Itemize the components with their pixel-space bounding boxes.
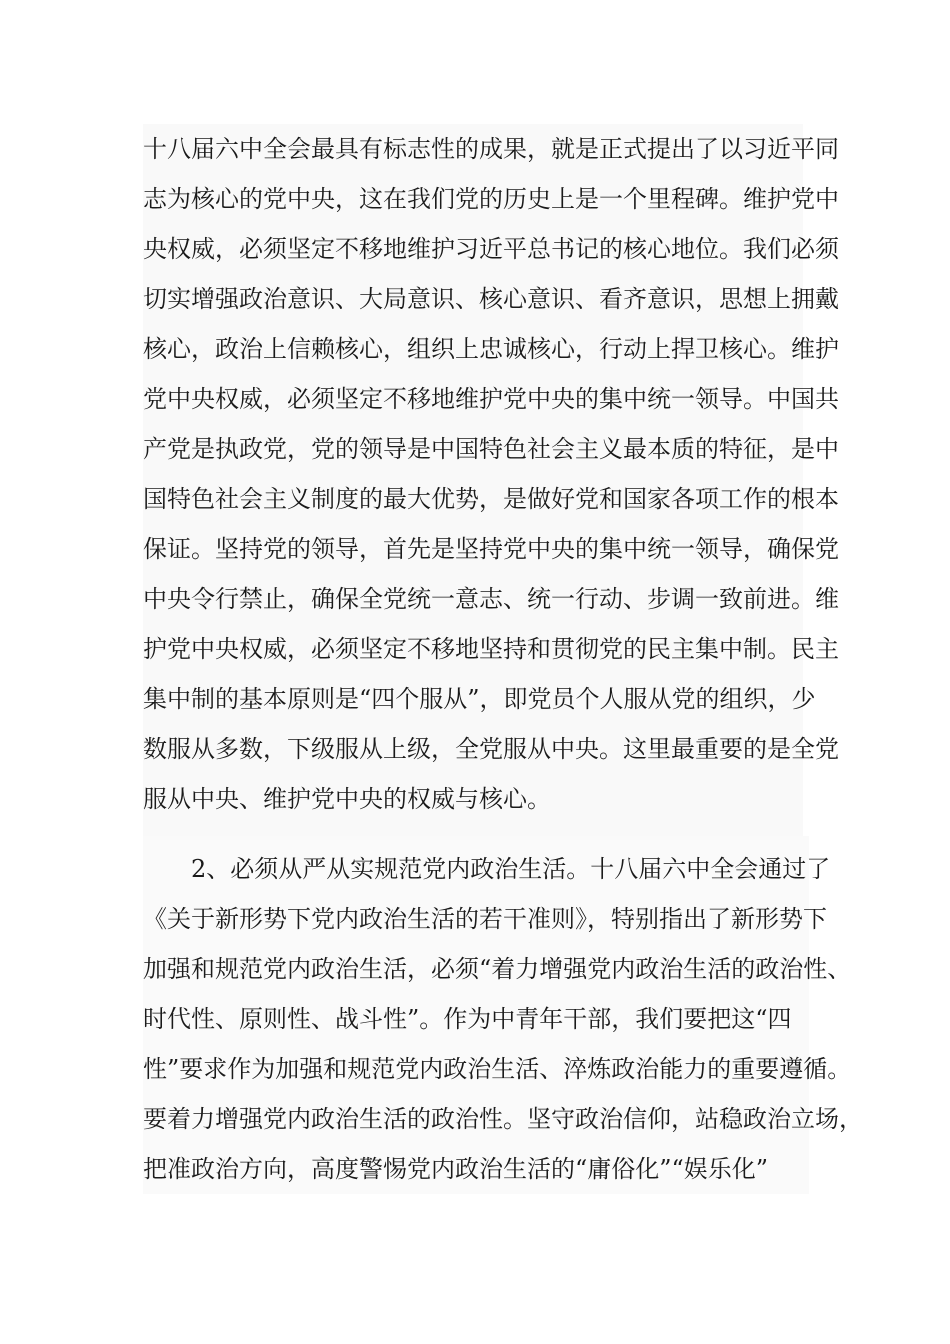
text-line: 国特色社会主义制度的最大优势，是做好党和国家各项工作的根本: [143, 485, 839, 513]
text-line: 核心，政治上信赖核心，组织上忠诚核心，行动上捍卫核心。维护: [143, 335, 839, 363]
text-line: 《关于新形势下党内政治生活的若干准则》，特别指出了新形势下: [143, 905, 827, 933]
text-line: 产党是执政党，党的领导是中国特色社会主义最本质的特征，是中: [143, 435, 839, 463]
text-line: 把准政治方向，高度警惕党内政治生活的“庸俗化”“娱乐化”: [143, 1155, 769, 1183]
text-line: 央权威，必须坚定不移地维护习近平总书记的核心地位。我们必须: [143, 235, 839, 263]
paragraph-2: [143, 836, 863, 1194]
text-line: 性”要求作为加强和规范党内政治生活、淬炼政治能力的重要遵循。: [143, 1055, 852, 1083]
paragraph-1: [143, 124, 839, 836]
text-line: 十八届六中全会最具有标志性的成果，就是正式提出了以习近平同: [143, 135, 839, 163]
text-line: 服从中央、维护党中央的权威与核心。: [143, 785, 551, 813]
text-line: 保证。坚持党的领导，首先是坚持党中央的集中统一领导，确保党: [143, 535, 839, 563]
text-line: 护党中央权威，必须坚定不移地坚持和贯彻党的民主集中制。民主: [143, 635, 839, 663]
text-line: 数服从多数，下级服从上级，全党服从中央。这里最重要的是全党: [143, 735, 839, 763]
text-line: 时代性、原则性、战斗性”。作为中青年干部，我们要把这“四: [143, 1005, 792, 1033]
text-line: 切实增强政治意识、大局意识、核心意识、看齐意识，思想上拥戴: [143, 285, 839, 313]
text-line: 2、必须从严从实规范党内政治生活。十八届六中全会通过了: [191, 855, 831, 883]
text-line: 志为核心的党中央，这在我们党的历史上是一个里程碑。维护党中: [143, 185, 839, 213]
text-line: 中央令行禁止，确保全党统一意志、统一行动、步调一致前进。维: [143, 585, 839, 613]
text-line: 党中央权威，必须坚定不移地维护党中央的集中统一领导。中国共: [143, 385, 839, 413]
text-line: 加强和规范党内政治生活，必须“着力增强党内政治生活的政治性、: [143, 955, 852, 983]
text-line: 集中制的基本原则是“四个服从”，即党员个人服从党的组织，少: [143, 685, 816, 713]
text-line: 要着力增强党内政治生活的政治性。坚守政治信仰，站稳政治立场，: [143, 1105, 863, 1133]
